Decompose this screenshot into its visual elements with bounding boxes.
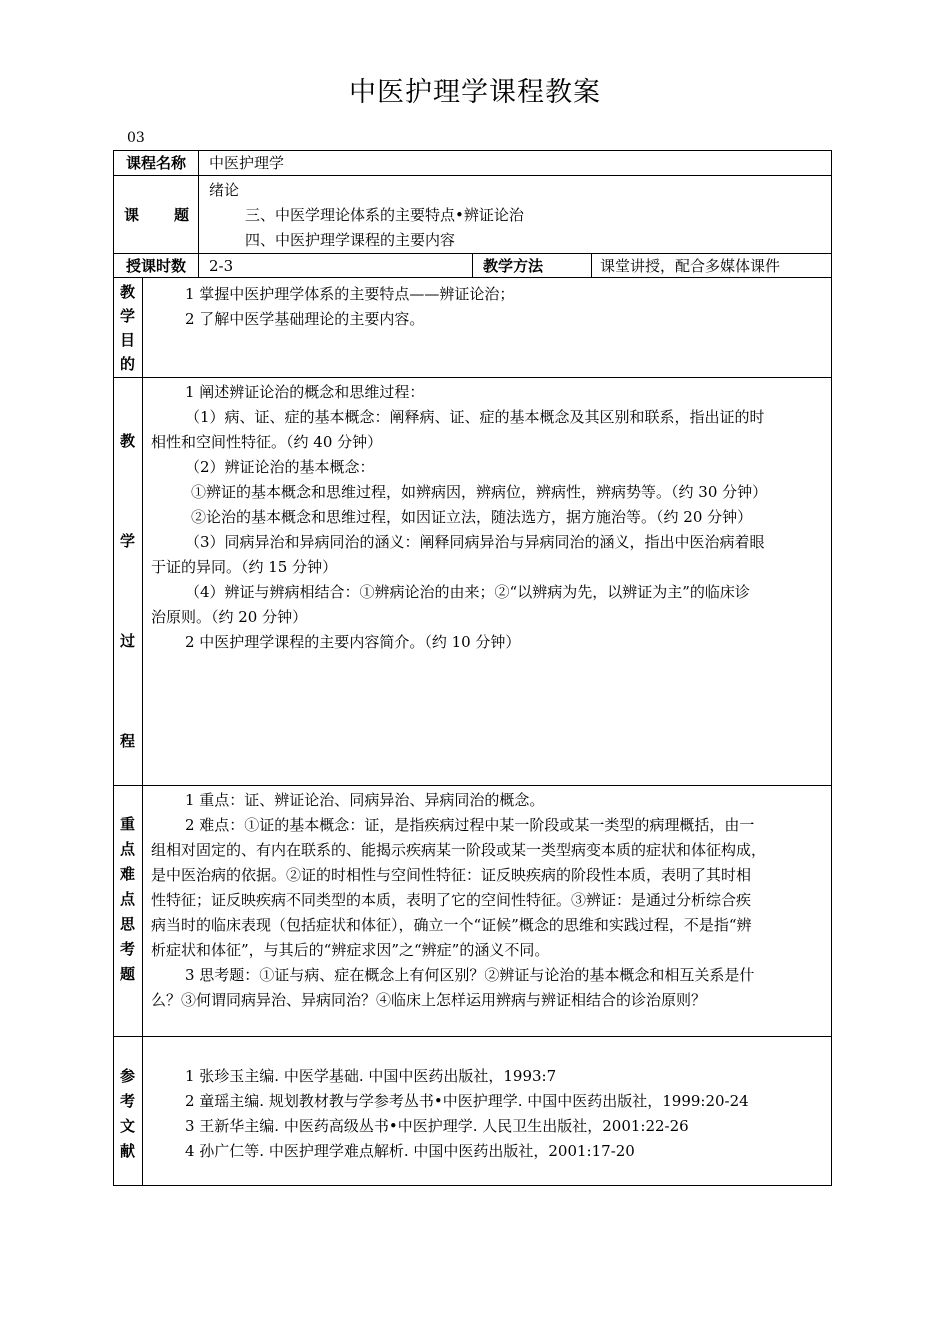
document-title: 中医护理学课程教案	[349, 77, 601, 108]
keypoints-line: 组相对固定的、有内在联系的、能揭示疾病某一阶段或某一类型病变本质的症状和体征构成，	[151, 841, 767, 859]
process-label-char: 教	[119, 432, 135, 450]
keypoints-label-char: 点	[119, 890, 135, 908]
hours-label-cell	[113, 253, 199, 278]
method-label-cell	[472, 253, 592, 278]
keypoints-line: 性特征；证反映疾病不同类型的本质，表明了它的空间性特征。③辨证：是通过分析综合疾	[151, 891, 752, 909]
process-line: 相性和空间性特征。（约 40 分钟）	[151, 433, 383, 451]
topic-value-cell	[198, 175, 832, 254]
keypoints-line: 么？③何谓同病异治、异病同治？④临床上怎样运用辨病与辨证相结合的诊治原则？	[151, 991, 707, 1009]
references-label	[113, 1064, 142, 1164]
keypoints-label-char: 思	[119, 915, 135, 933]
topic-line: 三、中医学理论体系的主要特点•辨证论治	[245, 206, 524, 224]
method-value-cell	[591, 253, 832, 278]
method-label: 教学方法	[483, 257, 544, 275]
references-label-char: 考	[119, 1092, 135, 1110]
hours-value: 2-3	[209, 257, 234, 275]
process-line: （2）辨证论治的基本概念：	[185, 458, 375, 476]
process-line: （1）病、证、症的基本概念：阐释病、证、症的基本概念及其区别和联系，指出证的时	[185, 408, 765, 426]
topic-label-char-1: 课	[124, 206, 140, 224]
process-line: 2 中医护理学课程的主要内容简介。（约 10 分钟）	[185, 633, 521, 651]
course-name-label-cell	[113, 150, 199, 176]
keypoints-label-char: 点	[119, 840, 135, 858]
keypoints-label-char: 考	[119, 940, 135, 958]
course-name-value: 中医护理学	[209, 154, 285, 172]
objectives-label-char: 的	[119, 355, 135, 373]
references-label-char: 文	[119, 1117, 135, 1135]
keypoints-line: 病当时的临床表现（包括症状和体征），确立一个“证候”概念的思维和实践过程，不是指“辨	[151, 916, 752, 934]
process-line: （4）辨证与辨病相结合：①辨病论治的由来；②“以辨病为先，以辨证为主”的临床诊	[185, 583, 750, 601]
keypoints-label-char: 难	[119, 865, 135, 883]
process-label-char: 学	[119, 532, 135, 550]
process-content-cell	[142, 377, 832, 786]
hours-value-cell	[198, 253, 473, 278]
topic-label-cell	[113, 175, 199, 254]
process-label-char: 程	[119, 732, 135, 750]
process-line: 于证的异同。（约 15 分钟）	[151, 558, 338, 576]
process-line: ①辨证的基本概念和思维过程，如辨病因，辨病位，辨病性，辨病势等。（约 30 分钟）	[191, 483, 768, 501]
keypoints-line: 1 重点：证、辨证论治、同病异治、异病同治的概念。	[185, 791, 545, 809]
process-line: 治原则。（约 20 分钟）	[151, 608, 308, 626]
keypoints-label	[113, 812, 142, 987]
objectives-label-char: 目	[119, 331, 135, 349]
objectives-label-char: 教	[119, 283, 135, 301]
topic-line: 绪论	[209, 181, 240, 199]
references-content-cell	[142, 1036, 832, 1186]
keypoints-line: 是中医治病的依据。②证的时相性与空间性特征：证反映疾病的阶段性本质，表明了其时相	[151, 866, 752, 884]
references-label-char: 参	[119, 1067, 135, 1085]
process-line: ②论治的基本概念和思维过程，如因证立法，随法选方，据方施治等。（约 20 分钟）	[191, 508, 753, 526]
process-line: （3）同病异治和异病同治的涵义：阐释同病异治与异病同治的涵义，指出中医治病着眼	[185, 533, 765, 551]
course-name-label: 课程名称	[125, 154, 186, 172]
reference-item: 2 童瑶主编. 规划教材教与学参考丛书•中医护理学. 中国中医药出版社，1999:20-24	[185, 1092, 749, 1110]
keypoints-label-char: 题	[119, 965, 135, 983]
objectives-label	[113, 280, 142, 376]
process-label-char: 过	[119, 632, 135, 650]
reference-item: 4 孙广仁等. 中医护理学难点解析. 中国中医药出版社，2001:17-20	[185, 1142, 635, 1160]
reference-item: 1 张珍玉主编. 中医学基础. 中国中医药出版社，1993:7	[185, 1067, 557, 1085]
references-label-char: 献	[119, 1142, 135, 1160]
topic-label-char-2: 题	[174, 206, 190, 224]
objectives-label-char: 学	[119, 307, 135, 325]
method-value: 课堂讲授，配合多媒体课件	[600, 257, 781, 275]
keypoints-line: 析症状和体征”，与其后的“辨症求因”之“辨症”的涵义不同。	[151, 941, 550, 959]
hours-label: 授课时数	[125, 257, 186, 275]
objectives-line: 1 掌握中医护理学体系的主要特点——辨证论治；	[185, 285, 515, 303]
objectives-content-cell	[142, 277, 832, 378]
document-number: 03	[127, 130, 145, 146]
keypoints-label-char: 重	[119, 815, 135, 833]
process-line: 1 阐述辨证论治的概念和思维过程：	[185, 383, 425, 401]
keypoints-content-cell	[142, 785, 832, 1037]
keypoints-line: 2 难点：①证的基本概念：证，是指疾病过程中某一阶段或某一类型的病理概括，由一	[185, 816, 755, 834]
keypoints-line: 3 思考题：①证与病、症在概念上有何区别？②辨证与论治的基本概念和相互关系是什	[185, 966, 755, 984]
objectives-line: 2 了解中医学基础理论的主要内容。	[185, 310, 425, 328]
topic-line: 四、中医护理学课程的主要内容	[245, 231, 456, 249]
course-name-value-cell	[198, 150, 832, 176]
reference-item: 3 王新华主编. 中医药高级丛书•中医护理学. 人民卫生出版社，2001:22-26	[185, 1117, 689, 1135]
